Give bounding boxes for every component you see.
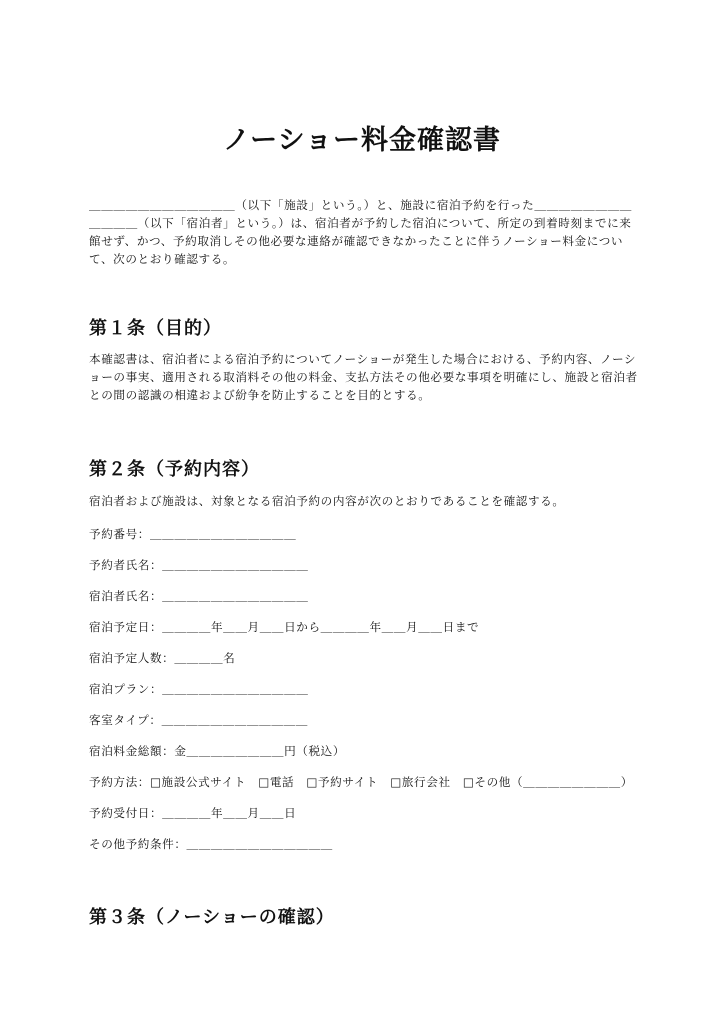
field-reserver-name: 予約者氏名：＿＿＿＿＿＿＿＿＿＿＿＿ — [89, 558, 309, 572]
document-title: ノーショー料金確認書 — [222, 125, 502, 156]
field-total-fee: 宿泊料金総額：金＿＿＿＿＿＿＿＿円（税込） — [89, 744, 346, 758]
field-plan: 宿泊プラン：＿＿＿＿＿＿＿＿＿＿＿＿ — [89, 682, 309, 696]
article-3-heading: 第３条（ノーショーの確認） — [89, 907, 335, 928]
field-booking-date: 予約受付日：＿＿＿＿年＿＿月＿＿日 — [89, 806, 297, 820]
article-2-heading: 第２条（予約内容） — [89, 459, 260, 480]
field-guest-count: 宿泊予定人数：＿＿＿＿名 — [89, 651, 236, 665]
field-reservation-number: 予約番号：＿＿＿＿＿＿＿＿＿＿＿＿ — [89, 527, 297, 541]
article-1-body: 本確認書は、宿泊者による宿泊予約についてノーショーが発生した場合における、予約内容、ノーショーの事実、適用される取消料その他の料金、支払方法その他必要な事項を明確にし、施設と宿泊者との間の認識の相違および紛争を防止することを目的とする。 — [89, 352, 638, 402]
field-booking-method: 予約方法：□施設公式サイト □電話 □予約サイト □旅行会社 □その他（＿＿＿＿＿＿＿＿） — [89, 775, 633, 789]
field-other-conditions: その他予約条件：＿＿＿＿＿＿＿＿＿＿＿＿ — [89, 837, 333, 851]
article-1-heading: 第１条（目的） — [89, 318, 222, 339]
intro-paragraph: ＿＿＿＿＿＿＿＿＿＿＿＿（以下「施設」という。）と、施設に宿泊予約を行った＿＿＿＿＿＿＿＿＿＿＿＿（以下「宿泊者」という。）は、宿泊者が予約した宿泊について、所定の到着時刻までに来館せず、かつ、予約取消しその他必要な連絡が確認できなかったことに伴うノーショー料金について、次のとおり確認する。 — [89, 198, 632, 266]
field-room-type: 客室タイプ：＿＿＿＿＿＿＿＿＿＿＿＿ — [89, 713, 308, 727]
field-guest-name: 宿泊者氏名：＿＿＿＿＿＿＿＿＿＿＿＿ — [89, 589, 309, 603]
article-2-body: 宿泊者および施設は、対象となる宿泊予約の内容が次のとおりであることを確認する。 — [89, 494, 565, 508]
field-stay-dates: 宿泊予定日：＿＿＿＿年＿＿月＿＿日から＿＿＿＿年＿＿月＿＿日まで — [89, 620, 480, 634]
